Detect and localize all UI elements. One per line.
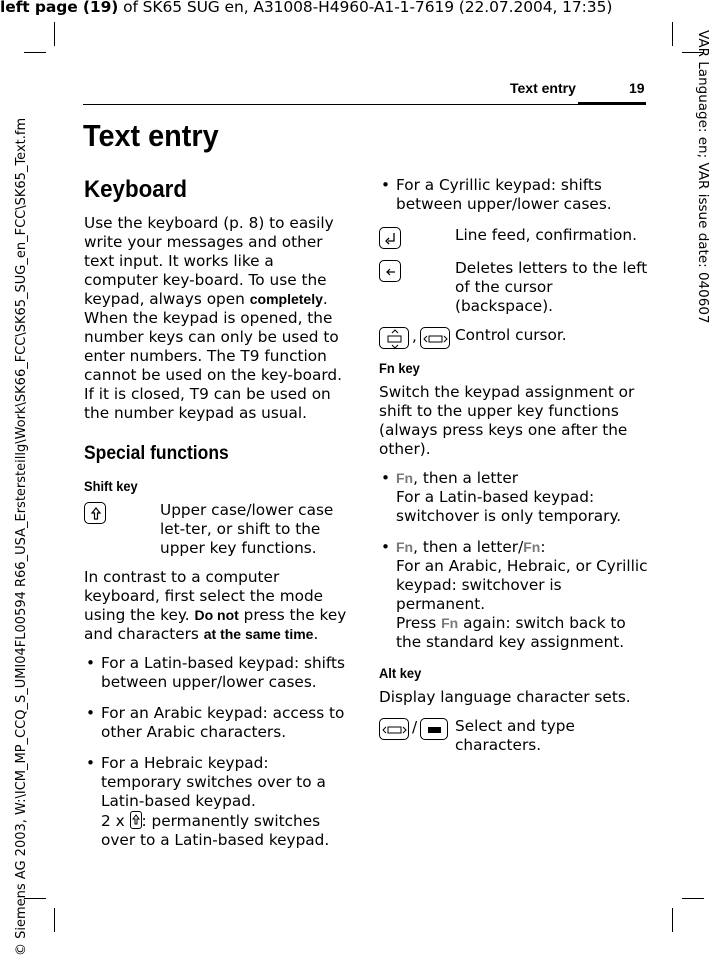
alt-key-heading: Alt key bbox=[379, 665, 422, 681]
list-item: • For a Latin-based keypad: shifts between upper/lower cases. bbox=[86, 654, 345, 691]
alt-keys-description: Select and type characters. bbox=[455, 717, 575, 754]
cursor-left-right-key-icon bbox=[379, 718, 409, 740]
fn-key-description: Switch the keypad assignment or shift to the upper key functions (always press keys one after the other). bbox=[379, 383, 635, 458]
left-column bbox=[84, 170, 350, 862]
page-number: 19 bbox=[629, 80, 645, 96]
keyboard-heading: Keyboard bbox=[84, 176, 187, 203]
shift-key-heading: Shift key bbox=[84, 478, 138, 494]
print-header-rest: of SK65 SUG en, A31008-H4960-A1-1-7619 (22.07.2004, 17:35) bbox=[118, 0, 613, 16]
side-file-path: © Siemens AG 2003, W:\ICM_MP_CCQ_S_UMI04FL00594 R66_USA_Erstersteillg\Work\SK66_FCC\SK65_SUG_en_FCC\SK65_Text.fm bbox=[14, 117, 29, 956]
shift-key-row bbox=[84, 501, 350, 558]
shift-key-description: Upper case/lower case let-ter, or shift to the upper key functions. bbox=[160, 501, 334, 557]
contrast-paragraph: In contrast to a computer keyboard, first select the mode using the key. Do not press the key and characters at the same time. bbox=[84, 568, 347, 643]
alt-key-description: Display language character sets. bbox=[379, 688, 631, 706]
print-header bbox=[0, 0, 612, 16]
header-rule bbox=[83, 104, 646, 105]
print-header-bold: left page (19) bbox=[0, 0, 119, 16]
alt-keys-row: / Select and type characters. bbox=[379, 717, 649, 755]
shift-key-icon bbox=[130, 811, 142, 829]
crop-mark bbox=[672, 22, 673, 46]
right-column bbox=[379, 176, 649, 765]
side-var-info: VAR Language: en; VAR issue date: 040607 bbox=[695, 30, 711, 324]
crop-mark bbox=[24, 52, 46, 53]
linefeed-key-row bbox=[379, 226, 649, 249]
crop-mark bbox=[672, 908, 673, 932]
cursor-left-right-key-icon bbox=[420, 327, 450, 349]
backspace-description: Deletes letters to the left of the cursor (backspace). bbox=[455, 259, 648, 315]
backspace-key-row bbox=[379, 259, 649, 316]
page-title: Text entry bbox=[83, 118, 219, 153]
list-item: • For a Cyrillic keypad: shifts between upper/lower cases. bbox=[381, 176, 612, 213]
list-item: • For a Hebraic keypad: temporary switches over to a Latin-based keypad. 2 x : permanently switches over to a Latin-based keypad. bbox=[86, 754, 330, 849]
cursor-description: Control cursor. bbox=[455, 326, 567, 344]
special-functions-heading: Special functions bbox=[84, 443, 229, 464]
fn-key-heading: Fn key bbox=[379, 360, 420, 376]
enter-key-icon bbox=[379, 227, 401, 249]
running-header-title: Text entry bbox=[510, 80, 576, 96]
list-item: • Fn, then a letter For a Latin-based keypad: switchover is only temporary. bbox=[381, 469, 622, 525]
header-rule-accent bbox=[578, 102, 646, 105]
crop-mark bbox=[54, 22, 55, 46]
backspace-key-icon bbox=[379, 260, 401, 282]
crop-mark bbox=[682, 898, 704, 899]
keyboard-intro: Use the keyboard (p. 8) to easily write your messages and other text input. It works like a computer key-board. To use the keypad, always open completely. When the keypad is opened, the number keys can only be used to enter numbers. The T9 function cannot be used on the key-board. If it is closed, T9 can be used on the number keypad as usual. bbox=[84, 214, 342, 422]
center-select-key-icon bbox=[420, 718, 448, 740]
list-item: • For an Arabic keypad: access to other Arabic characters. bbox=[86, 704, 345, 741]
cursor-up-down-key-icon bbox=[379, 327, 409, 349]
crop-mark bbox=[54, 908, 55, 932]
shift-key-icon bbox=[84, 502, 106, 524]
linefeed-description: Line feed, confirmation. bbox=[455, 226, 637, 244]
list-item: • Fn, then a letter/Fn: For an Arabic, Hebraic, or Cyrillic keypad: switchover is permanent. Press Fn again: switch back to the standard key assignment. bbox=[381, 538, 648, 651]
cursor-key-row: , Control cursor. bbox=[379, 326, 649, 349]
